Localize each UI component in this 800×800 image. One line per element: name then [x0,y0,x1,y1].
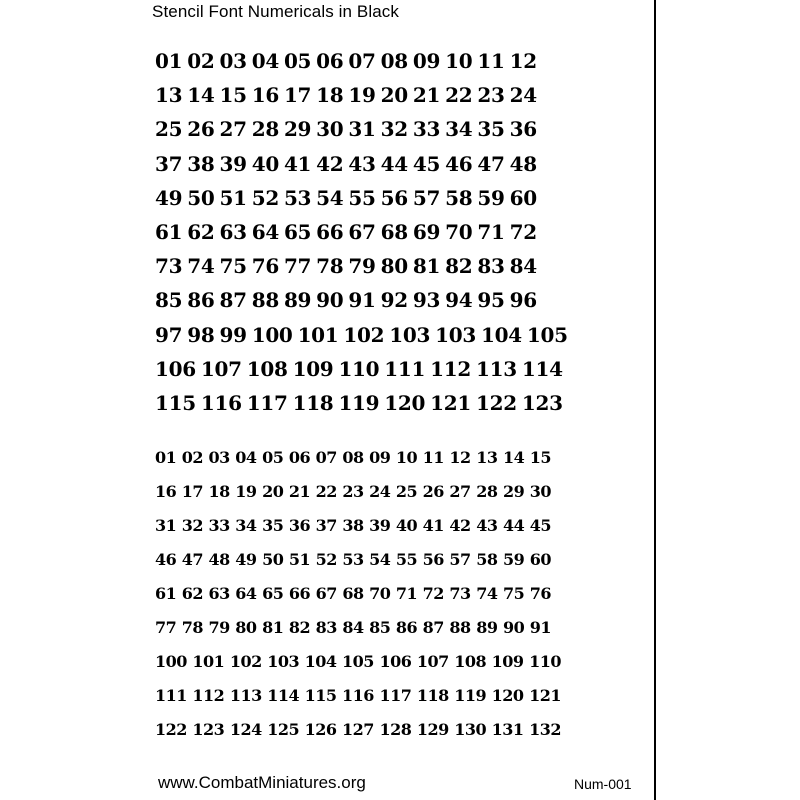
small-number: 02 [181,447,204,467]
large-number-row [155,283,568,317]
large-number-grid [155,44,568,420]
large-number: 37 [155,151,183,176]
large-number: 12 [509,49,537,74]
small-number: 40 [395,515,418,535]
small-number: 14 [502,447,525,467]
large-number: 63 [219,220,247,245]
small-number: 74 [476,583,498,603]
large-number: 108 [246,356,288,381]
large-number: 55 [348,185,376,210]
small-number: 59 [502,549,525,569]
large-number: 33 [412,117,441,142]
small-number: 64 [235,583,257,603]
small-number: 22 [315,481,337,501]
small-number: 05 [262,447,284,467]
large-number: 48 [509,151,537,176]
small-number: 77 [155,618,177,638]
small-number: 85 [369,618,391,638]
large-number: 25 [155,117,183,142]
large-number: 103 [435,322,476,347]
small-number: 12 [449,447,471,467]
large-number: 71 [477,220,505,245]
large-number: 107 [200,356,242,381]
large-number: 104 [481,322,522,347]
small-number: 23 [342,481,364,501]
small-number: 44 [502,515,525,535]
small-number: 110 [529,652,561,672]
small-number: 117 [379,686,412,706]
large-number: 32 [380,117,408,142]
small-number: 108 [454,652,487,672]
large-number: 85 [155,288,183,313]
large-number: 10 [445,49,473,74]
small-number-grid [155,440,561,747]
small-number: 27 [449,481,471,501]
small-number: 118 [416,686,449,706]
large-number: 57 [412,185,441,210]
large-number: 91 [348,288,376,313]
large-number: 64 [251,220,279,245]
large-number-row [155,215,568,249]
large-number: 38 [187,151,215,176]
small-number: 48 [208,549,230,569]
small-number: 109 [491,652,524,672]
large-number: 09 [412,49,441,74]
large-number: 93 [412,288,441,313]
small-number: 30 [529,481,551,501]
large-number: 112 [430,356,472,381]
large-number: 58 [445,185,473,210]
small-number: 123 [192,720,225,740]
large-number: 77 [283,254,312,279]
large-number: 84 [509,254,537,279]
small-number: 73 [449,583,471,603]
small-number: 122 [155,720,187,740]
large-number: 76 [251,254,279,279]
large-number: 52 [251,185,279,210]
large-number-row [155,181,568,215]
small-number: 83 [315,618,337,638]
small-number: 13 [476,447,498,467]
large-number: 119 [338,390,380,415]
small-number: 76 [529,583,551,603]
large-number: 106 [155,356,196,381]
large-number: 11 [477,49,505,74]
small-number: 11 [422,447,444,467]
small-number: 46 [155,549,177,569]
small-number: 68 [342,583,364,603]
small-number: 125 [267,720,300,740]
small-number: 107 [416,652,449,672]
large-number: 110 [338,356,380,381]
large-number: 87 [219,288,247,313]
small-number: 79 [208,618,230,638]
small-number: 81 [262,618,284,638]
sheet-edge-line [654,0,656,800]
large-number: 116 [200,390,242,415]
small-number: 54 [369,549,391,569]
large-number: 46 [445,151,473,176]
large-number: 100 [251,322,293,347]
footer-url: www.CombatMiniatures.org [158,773,366,792]
large-number: 118 [292,390,334,415]
large-number: 59 [477,185,505,210]
large-number: 14 [187,83,215,108]
large-number: 56 [380,185,408,210]
large-number: 82 [445,254,473,279]
large-number: 80 [380,254,408,279]
small-number: 45 [529,515,551,535]
small-number: 105 [342,652,374,672]
large-number: 68 [380,220,408,245]
small-number: 58 [476,549,498,569]
small-number: 34 [235,515,257,535]
small-number: 28 [476,481,498,501]
large-number: 113 [476,356,517,381]
small-number: 103 [267,652,300,672]
large-number: 36 [509,117,537,142]
large-number: 60 [509,185,537,210]
large-number: 27 [219,117,247,142]
large-number: 94 [445,288,473,313]
small-number: 31 [155,515,177,535]
small-number: 08 [342,447,364,467]
small-number: 61 [155,583,177,603]
large-number: 20 [380,83,408,108]
small-number: 128 [379,720,412,740]
large-number: 109 [292,356,334,381]
large-number: 65 [283,220,312,245]
large-number: 06 [316,49,344,74]
large-number: 74 [187,254,215,279]
large-number-row [155,112,568,146]
large-number: 28 [251,117,279,142]
large-number: 24 [509,83,537,108]
small-number: 112 [192,686,225,706]
small-number-row [155,576,561,610]
small-number: 62 [181,583,204,603]
small-number-row [155,440,561,474]
small-number: 114 [267,686,300,706]
large-number: 50 [187,185,215,210]
small-number: 09 [369,447,391,467]
small-number-row [155,508,561,542]
large-number: 22 [445,83,473,108]
small-number: 01 [155,447,177,467]
small-number: 39 [369,515,391,535]
small-number: 89 [476,618,498,638]
large-number: 15 [219,83,247,108]
large-number: 98 [187,322,215,347]
large-number-row [155,147,568,181]
small-number: 65 [262,583,284,603]
large-number-row [155,78,568,112]
small-number: 16 [155,481,177,501]
small-number: 116 [342,686,374,706]
small-number: 21 [288,481,311,501]
large-number: 66 [316,220,344,245]
small-number: 38 [342,515,364,535]
large-number: 29 [283,117,312,142]
large-number: 02 [187,49,215,74]
large-number: 40 [251,151,279,176]
large-number: 103 [389,322,431,347]
small-number: 51 [288,549,311,569]
large-number: 26 [187,117,215,142]
small-number: 86 [395,618,418,638]
small-number: 29 [502,481,525,501]
large-number: 88 [251,288,279,313]
small-number: 19 [235,481,257,501]
large-number: 73 [155,254,183,279]
small-number: 42 [449,515,471,535]
small-number: 43 [476,515,498,535]
large-number: 43 [348,151,376,176]
small-number: 84 [342,618,364,638]
small-number: 57 [449,549,471,569]
large-number: 72 [509,220,537,245]
small-number: 104 [304,652,337,672]
large-number: 122 [476,390,517,415]
small-number: 87 [422,618,444,638]
large-number: 67 [348,220,376,245]
large-number: 102 [343,322,385,347]
large-number: 41 [283,151,312,176]
small-number: 91 [529,618,551,638]
small-number: 100 [155,652,187,672]
large-number: 07 [348,49,376,74]
small-number: 60 [529,549,551,569]
small-number: 111 [155,686,187,706]
large-number-row [155,386,568,420]
small-number-row [155,713,561,747]
small-number: 17 [181,481,204,501]
small-number: 66 [288,583,311,603]
large-number: 95 [477,288,505,313]
small-number: 67 [315,583,337,603]
large-number-row [155,318,568,352]
small-number: 71 [395,583,418,603]
small-number: 124 [229,720,262,740]
small-number: 127 [342,720,374,740]
small-number: 121 [529,686,561,706]
small-number: 52 [315,549,337,569]
large-number: 08 [380,49,408,74]
large-number: 96 [509,288,537,313]
large-number: 04 [251,49,279,74]
large-number: 114 [521,356,563,381]
small-number: 35 [262,515,284,535]
large-number: 62 [187,220,215,245]
small-number: 129 [416,720,449,740]
large-number: 92 [380,288,408,313]
large-number: 78 [316,254,344,279]
small-number: 78 [181,618,204,638]
large-number-row [155,352,568,386]
small-number: 49 [235,549,257,569]
small-number-row [155,474,561,508]
large-number: 30 [316,117,344,142]
large-number: 54 [316,185,344,210]
small-number: 07 [315,447,337,467]
large-number: 18 [316,83,344,108]
large-number: 81 [412,254,441,279]
small-number: 88 [449,618,471,638]
large-number: 13 [155,83,183,108]
small-number: 132 [529,720,561,740]
small-number: 72 [422,583,444,603]
small-number: 102 [229,652,262,672]
large-number-row [155,249,568,283]
large-number: 69 [412,220,441,245]
large-number: 42 [316,151,344,176]
large-number: 03 [219,49,247,74]
small-number-row [155,645,561,679]
large-number: 31 [348,117,376,142]
small-number: 119 [454,686,487,706]
small-number: 126 [304,720,337,740]
small-number: 32 [181,515,204,535]
large-number: 90 [316,288,344,313]
small-number-row [155,610,561,644]
large-number: 86 [187,288,215,313]
large-number: 70 [445,220,473,245]
large-number: 51 [219,185,247,210]
small-number-row [155,542,561,576]
small-number: 20 [262,481,284,501]
small-number: 63 [208,583,230,603]
small-number: 106 [379,652,412,672]
small-number: 06 [288,447,311,467]
large-number-row [155,44,568,78]
small-number: 130 [454,720,487,740]
large-number: 75 [219,254,247,279]
small-number: 80 [235,618,257,638]
small-number: 15 [529,447,551,467]
large-number: 99 [219,322,247,347]
small-number-row [155,679,561,713]
page-title: Stencil Font Numericals in Black [152,2,399,21]
large-number: 101 [297,322,339,347]
large-number: 17 [283,83,312,108]
large-number: 123 [521,390,563,415]
small-number: 113 [229,686,262,706]
small-number: 37 [315,515,337,535]
large-number: 111 [384,356,426,381]
small-number: 120 [491,686,524,706]
large-number: 35 [477,117,505,142]
large-number: 23 [477,83,505,108]
large-number: 117 [246,390,288,415]
large-number: 79 [348,254,376,279]
small-number: 33 [208,515,230,535]
large-number: 97 [155,322,183,347]
small-number: 70 [369,583,391,603]
small-number: 24 [369,481,391,501]
large-number: 34 [445,117,473,142]
small-number: 55 [395,549,418,569]
small-number: 75 [502,583,525,603]
small-number: 36 [288,515,311,535]
small-number: 90 [502,618,525,638]
small-number: 82 [288,618,311,638]
large-number: 21 [412,83,441,108]
large-number: 19 [348,83,376,108]
large-number: 61 [155,220,183,245]
large-number: 39 [219,151,247,176]
large-number: 49 [155,185,183,210]
product-code: Num-001 [574,776,632,792]
large-number: 121 [430,390,472,415]
small-number: 25 [395,481,418,501]
small-number: 101 [192,652,225,672]
small-number: 53 [342,549,364,569]
large-number: 115 [155,390,196,415]
large-number: 105 [526,322,568,347]
large-number: 05 [283,49,312,74]
small-number: 131 [491,720,524,740]
large-number: 47 [477,151,505,176]
large-number: 16 [251,83,279,108]
small-number: 03 [208,447,230,467]
large-number: 53 [283,185,312,210]
small-number: 04 [235,447,257,467]
small-number: 50 [262,549,284,569]
small-number: 56 [422,549,444,569]
small-number: 115 [304,686,337,706]
large-number: 45 [412,151,441,176]
small-number: 41 [422,515,444,535]
small-number: 26 [422,481,444,501]
large-number: 89 [283,288,312,313]
small-number: 10 [395,447,418,467]
large-number: 83 [477,254,505,279]
large-number: 44 [380,151,408,176]
small-number: 47 [181,549,204,569]
large-number: 01 [155,49,183,74]
large-number: 120 [384,390,426,415]
small-number: 18 [208,481,230,501]
